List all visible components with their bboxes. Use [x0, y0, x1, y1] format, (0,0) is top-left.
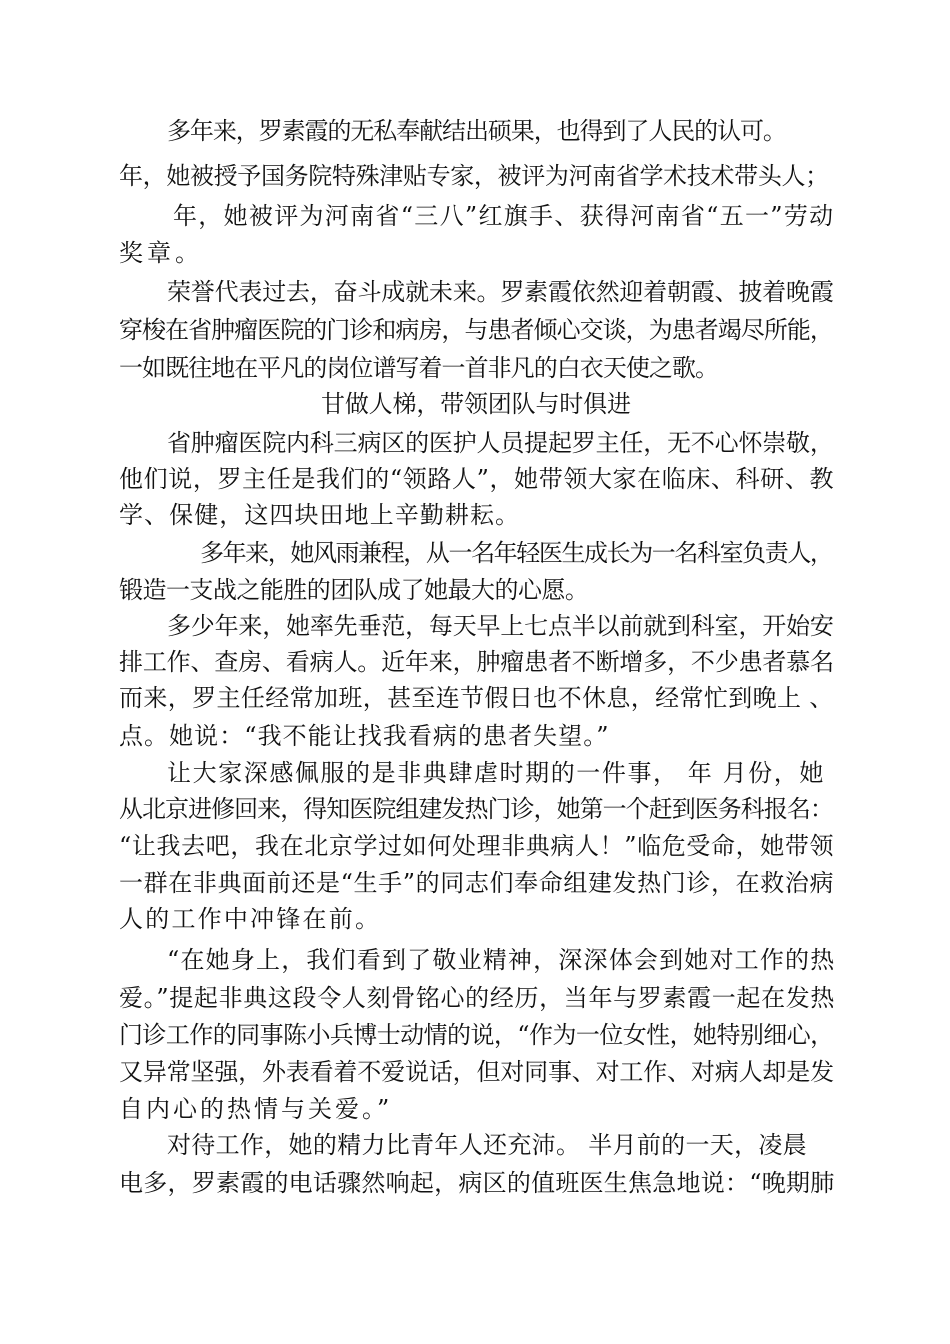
text-line: 省肿瘤医院内科三病区的医护人员提起罗主任，无不心怀崇敬， [167, 429, 834, 457]
text-line: 多少年来，她率先垂范，每天早上七点半以前就到科室，开始安 [167, 612, 834, 640]
text-line: 年，她被授予国务院特殊津贴专家，被评为河南省学术技术带头人； [119, 162, 829, 190]
text-line: 一群在非典面前还是“生手”的同志们奉命组建发热门诊，在救治病 [119, 869, 835, 897]
text-line: 年，她被评为河南省“三八”红旗手、获得河南省“五一”劳动 [173, 202, 835, 230]
text-line: 爱。”提起非典这段令人刻骨铭心的经历，当年与罗素霞一起在发热 [119, 984, 836, 1012]
text-line: 学、保健，这四块田地上辛勤耕耘。 [119, 501, 521, 529]
text-line: 从北京进修回来，得知医院组建发热门诊，她第一个赶到医务科报名： [119, 795, 833, 823]
text-line: 多年来，她风雨兼程，从一名年轻医生成长为一名科室负责人， [200, 539, 833, 567]
text-line: 门诊工作的同事陈小兵博士动情的说，“作为一位女性，她特别细心， [119, 1021, 834, 1049]
text-line: “在她身上，我们看到了敬业精神，深深体会到她对工作的热 [167, 946, 836, 974]
text-line: 点。她说：“我不能让找我看病的患者失望。” [119, 722, 610, 750]
text-line: 让大家深感佩服的是非典肆虐时期的一件事， 年 月份，她 [167, 759, 825, 787]
text-line: 多年来，罗素霞的无私奉献结出硕果，也得到了人民的认可。 [167, 117, 786, 145]
text-line: 对待工作，她的精力比青年人还充沛。 半月前的一天，凌晨 [167, 1131, 807, 1159]
text-line: 人的工作中冲锋在前。 [119, 905, 382, 933]
text-line: 而来，罗主任经常加班，甚至连节假日也不休息，经常忙到晚上 、 [119, 684, 834, 712]
text-line: 荣誉代表过去，奋斗成就未来。罗素霞依然迎着朝霞、披着晚霞 [167, 278, 834, 306]
text-line: 奖章。 [119, 239, 203, 267]
text-line: 排工作、查房、看病人。近年来，肿瘤患者不断增多，不少患者慕名 [119, 648, 834, 676]
section-heading: 甘做人梯，带领团队与时俱进 [321, 390, 631, 418]
text-line: 一如既往地在平凡的岗位谱写着一首非凡的白衣天使之歌。 [119, 354, 719, 382]
text-line: 穿梭在省肿瘤医院的门诊和病房，与患者倾心交谈，为患者竭尽所能， [119, 316, 833, 344]
text-line: 他们说，罗主任是我们的“领路人”，她带领大家在临床、科研、教 [119, 465, 835, 493]
text-line: 电多，罗素霞的电话骤然响起，病区的值班医生焦急地说：“晚期肺 [119, 1169, 835, 1197]
text-line: “让我去吧，我在北京学过如何处理非典病人！”临危受命，她带领 [119, 832, 835, 860]
text-line: 锻造一支战之能胜的团队成了她最大的心愿。 [119, 576, 589, 604]
text-line: 自内心的热情与关爱。” [119, 1095, 393, 1123]
text-line: 又异常坚强，外表看着不爱说话，但对同事、对工作、对病人却是发 [119, 1058, 834, 1086]
